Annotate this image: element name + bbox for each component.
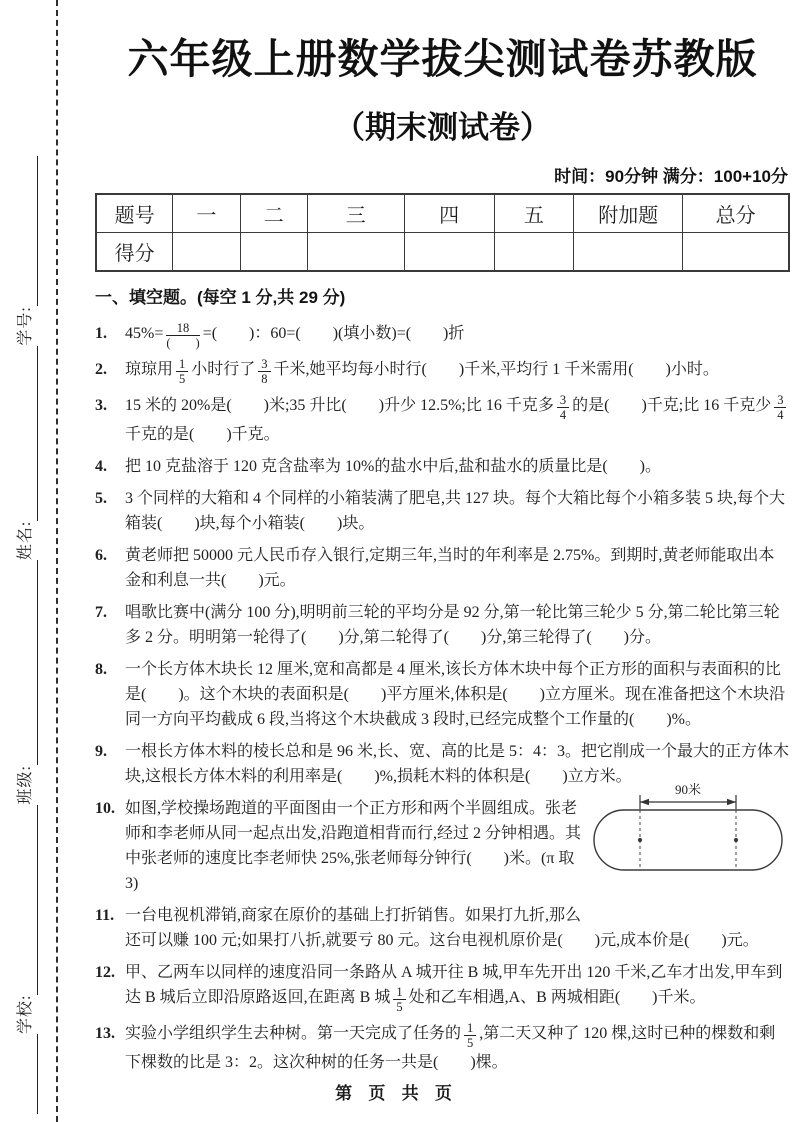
score-table-header-cell: 二	[240, 194, 307, 233]
score-cell	[173, 233, 240, 272]
question-number: 2.	[95, 361, 107, 378]
question-number: 9.	[95, 743, 107, 760]
fraction: $\frac{18}{( )}$	[166, 321, 200, 350]
question-number: 1.	[95, 325, 107, 342]
fill-in-blank-line	[37, 346, 38, 521]
question-number: 5.	[95, 490, 107, 507]
fraction: $\frac{1}{5}$	[176, 358, 188, 386]
question-number: 7.	[95, 604, 107, 621]
page-title: 六年级上册数学拔尖测试卷苏教版	[127, 36, 758, 82]
fill-in-blank-line	[37, 560, 38, 765]
fraction: $\frac{1}{5}$	[393, 986, 405, 1014]
arrowhead-left	[640, 799, 649, 805]
question-7	[95, 600, 790, 650]
score-table-header-cell: 一	[173, 194, 240, 233]
score-cell	[574, 233, 683, 272]
score-table-header-cell: 总分	[683, 194, 789, 233]
question-text: 45%= $\frac{18}{( )}$ =( )：60=( )(填小数)=( )折	[125, 321, 465, 350]
score-cell	[404, 233, 494, 272]
score-table-header-cell: 五	[494, 194, 574, 233]
question-text: 一个长方体木块长 12 厘米,宽和高都是 4 厘米,该长方体木块中每个正方形的面积与表面积的比是( )。这个木块的表面积是( )平方厘米,体积是( )立方厘米。现在准备把这个木块沿同一方向平均截成 6 段,当将这个木块截成 3 段时,已经完成整个工作量的( )%。	[125, 661, 785, 728]
question-number: 12.	[95, 964, 115, 981]
question-number: 11.	[95, 907, 115, 924]
question-text: 把 10 克盐溶于 120 克含盐率为 10%的盐水中后,盐和盐水的质量比是( )。	[125, 458, 661, 475]
fraction: $\frac{3}{4}$	[557, 394, 569, 422]
score-cell	[494, 233, 574, 272]
binding-dashed-line	[56, 0, 58, 1122]
fraction: $\frac{3}{4}$	[774, 394, 786, 422]
question-3	[95, 393, 790, 447]
score-table-header-cell: 四	[404, 194, 494, 233]
track-dimension-label: 90米	[674, 782, 702, 797]
fraction: $\frac{3}{8}$	[258, 358, 270, 386]
question-text: 甲、乙两车以同样的速度沿同一条路从 A 城开往 B 城,甲车先开出 120 千米,乙车才出发,甲车到达 B 城后立即沿原路返回,在距离 B 城 $\frac{1}{5}$ 处和乙车相遇,A、B 两城相距( )千米。	[125, 964, 783, 1014]
question-4	[95, 454, 790, 479]
score-cell	[683, 233, 789, 272]
question-1	[95, 321, 790, 350]
question-8	[95, 657, 790, 732]
page-footer: 第 页 共 页	[335, 1084, 458, 1103]
question-number: 4.	[95, 458, 107, 475]
page-subtitle: （期末测试卷）	[334, 110, 551, 145]
score-cell	[307, 233, 404, 272]
question-number: 10.	[95, 800, 115, 817]
score-table-header-cell: 题号	[96, 194, 173, 233]
arrowhead-right	[727, 799, 736, 805]
question-text: 如图,学校操场跑道的平面图由一个正方形和两个半圆组成。张老师和李老师从同一起点出发,沿跑道相背而行,经过 2 分钟相遇。其中张老师的速度比李老师快 25%,张老师每分钟行( )米。(π 取 3)	[125, 800, 582, 892]
score-table-header-cell: 附加题	[574, 194, 683, 233]
center-dot-right	[734, 838, 738, 842]
question-number: 8.	[95, 661, 107, 678]
track-outline	[594, 810, 782, 870]
center-dot-left	[638, 838, 642, 842]
score-table	[95, 193, 790, 272]
question-list	[95, 321, 790, 1075]
question-12	[95, 960, 790, 1014]
question-text: 实验小学组织学生去种树。第一天完成了任务的 $\frac{1}{5}$ ,第二天又种了 120 棵,这时已种的棵数和剩下棵数的比是 3：2。这次种树的任务一共是( )棵。	[125, 1021, 776, 1071]
question-5	[95, 486, 790, 536]
student-info-label: 班级:	[17, 765, 34, 805]
score-table-header-cell: 三	[307, 194, 404, 233]
question-text: 黄老师把 50000 元人民币存入银行,定期三年,当时的年利率是 2.75%。到期时,黄老师能取出本金和利息一共( )元。	[125, 547, 775, 589]
running-track-figure	[588, 782, 788, 874]
student-info-strip	[0, 0, 52, 1122]
fraction: $\frac{1}{5}$	[464, 1022, 476, 1050]
student-info-label: 学校:	[17, 994, 34, 1034]
question-text: 琼琼用 $\frac{1}{5}$ 小时行了 $\frac{3}{8}$ 千米,她平均每小时行( )千米,平均行 1 千米需用( )小时。	[125, 357, 719, 386]
question-number: 6.	[95, 547, 107, 564]
question-2	[95, 357, 790, 386]
question-number: 13.	[95, 1025, 115, 1042]
score-table-score-row	[96, 233, 789, 272]
question-13	[95, 1021, 790, 1075]
question-6	[95, 543, 790, 593]
question-text: 一根长方体木料的棱长总和是 96 米,长、宽、高的比是 5：4：3。把它削成一个最大的正方体木块,这根长方体木料的利用率是( )%,损耗木料的体积是( )立方米。	[125, 743, 790, 785]
dimension-arrow	[640, 795, 736, 809]
question-text: 15 米的 20%是( )米;35 升比( )升少 12.5%;比 16 千克多 $\frac{3}{4}$ 的是( )千克;比 16 千克少 $\frac{3}{4}$ 千克的是( )千克。	[125, 393, 790, 447]
score-row-label: 得分	[96, 233, 173, 272]
question-number: 3.	[95, 397, 107, 414]
score-cell	[240, 233, 307, 272]
question-text: 3 个同样的大箱和 4 个同样的小箱装满了肥皂,共 127 块。每个大箱比每个小箱多装 5 块,每个大箱装( )块,每个小箱装( )块。	[125, 490, 786, 532]
student-info-label: 姓名:	[17, 520, 34, 561]
fill-in-blank-line	[37, 805, 38, 995]
square-dashed-sides	[640, 810, 736, 870]
paper-content	[95, 0, 790, 1082]
question-text: 一台电视机滞销,商家在原价的基础上打折销售。如果打九折,那么还可以赚 100 元;如果打八折,就要亏 80 元。这台电视机原价是( )元,成本价是( )元。	[125, 907, 759, 949]
fill-in-blank-line	[37, 156, 38, 306]
question-11	[95, 903, 790, 953]
section-heading: 一、填空题。(每空 1 分,共 29 分)	[95, 288, 346, 307]
score-table-header-row	[96, 194, 789, 233]
student-info-label: 学号:	[17, 306, 34, 346]
exam-info: 时间：90分钟 满分：100+10分	[554, 167, 788, 186]
question-text: 唱歌比赛中(满分 100 分),明明前三轮的平均分是 92 分,第一轮比第三轮少 5 分,第二轮比第三轮多 2 分。明明第一轮得了( )分,第二轮得了( )分,第三轮得了( )分。	[125, 604, 780, 646]
